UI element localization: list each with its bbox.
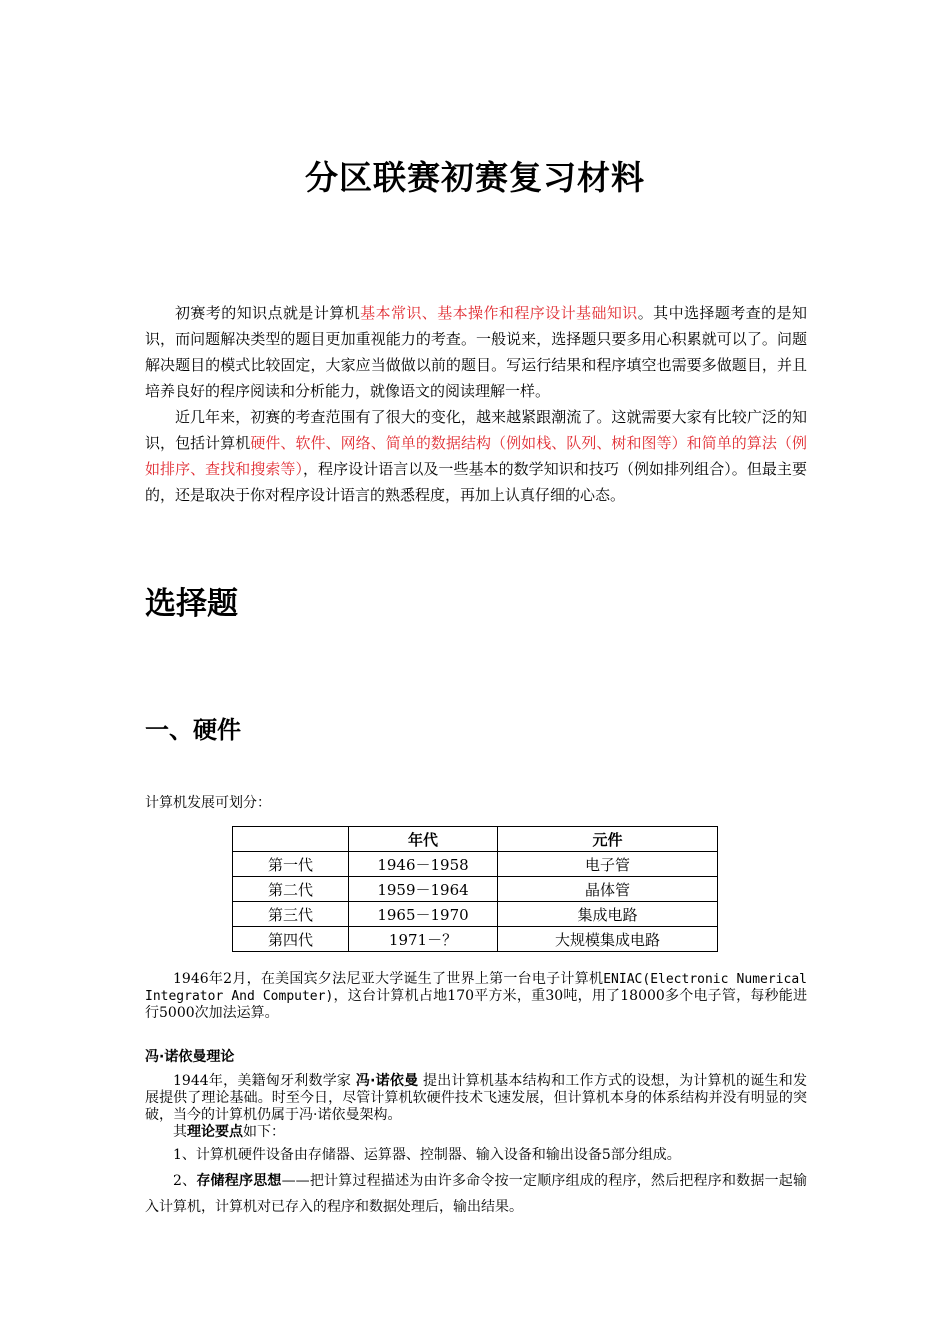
eniac-paragraph [145,971,807,1022]
table-cell: 第三代 [233,902,349,927]
generation-table [232,826,718,952]
section-title: 选择题 [145,586,238,622]
intro-p2-highlight: 硬件、软件、网络、简单的数据结构（例如栈、队列、树和图等）和简单的算法（例如排序、查找和搜索等） [145,434,807,478]
table-cell: 1959－1964 [349,877,498,902]
table-cell: 大规模集成电路 [498,927,718,952]
vn-item2-text-a: 2、 [173,1173,197,1189]
vn-paragraph [145,1073,807,1124]
table-cell: 第一代 [233,852,349,877]
vn-item2-text-b: ——把计算过程描述为由许多命令按一定顺序组成的程序，然后把程序和数据一起输入计算机，计算机对已存入的程序和数据处理后，输出结果。 [145,1173,808,1215]
table-row [233,902,718,927]
vn-points-text-b: 如下： [243,1124,285,1140]
intro-p2-text-a: 近几年来，初赛的考查范围有了很大的变化，越来越紧跟潮流了。这就需要大家有比较广泛的知识，包括计算机 [145,408,807,452]
table-header-row [233,827,718,852]
intro-p1-text-a: 初赛考的知识点就是计算机 [175,304,361,322]
vn-item-2 [145,1168,807,1220]
intro-paragraph-1 [145,300,807,404]
table-cell: 1946－1958 [349,852,498,877]
intro-p1-highlight: 基本常识、基本操作和程序设计基础知识 [360,304,638,322]
intro-p1-text-b: 。其中选择题考查的是知识，而问题解决类型的题目更加重视能力的考查。一般说来，选择题只要多用心积累就可以了。问题解决题目的模式比较固定，大家应当做做以前的题目。写运行结果和程序填空也需要多做题目，并且培养良好的程序阅读和分析能力，就像语文的阅读理解一样。 [145,304,807,400]
table-row [233,927,718,952]
eniac-text-b: ，这台计算机占地170平方米，重30吨，用了18000多个电子管，每秒能进行5000次加法运算。 [145,988,808,1021]
table-cell: 电子管 [498,852,718,877]
vn-name: 冯·诺依曼 [355,1073,419,1089]
intro-paragraph-2 [145,404,807,508]
table-cell: 1971－？ [349,927,498,952]
table-header-cell [233,827,349,852]
intro-p2-text-b: ，程序设计语言以及一些基本的数学知识和技巧（例如排列组合）。但最主要的，还是取决于你对程序设计语言的熟悉程度，再加上认真仔细的心态。 [145,460,807,504]
vn-heading: 冯·诺依曼理论 [145,1049,235,1065]
table-row [233,852,718,877]
vn-text-a: 1944年，美籍匈牙利数学家 [173,1073,356,1089]
table-header-cell: 元件 [498,827,718,852]
table-cell: 1965－1970 [349,902,498,927]
vn-points-intro [145,1124,807,1141]
table-cell: 集成电路 [498,902,718,927]
vn-points-text-a: 其 [173,1124,187,1140]
table-cell: 第二代 [233,877,349,902]
subsection-title: 一、硬件 [145,715,241,744]
eniac-text-a: 1946年2月，在美国宾夕法尼亚大学诞生了世界上第一台电子计算机 [173,971,604,987]
eniac-fullname: ENIAC(Electronic Numerical Integrator And Computer) [145,972,807,1004]
table-cell: 第四代 [233,927,349,952]
table-header-cell: 年代 [349,827,498,852]
table-cell: 晶体管 [498,877,718,902]
vn-item-1: 1、计算机硬件设备由存储器、运算器、控制器、输入设备和输出设备5部分组成。 [173,1147,681,1163]
vn-points-bold: 理论要点 [187,1124,243,1140]
vn-text-b: 提出计算机基本结构和工作方式的设想，为计算机的诞生和发展提供了理论基础。时至今日，尽管计算机软硬件技术飞速发展，但计算机本身的体系结构并没有明显的突破，当今的计算机仍属于冯·诺依曼架构。 [145,1073,807,1123]
dev-intro: 计算机发展可划分： [145,795,271,811]
table-row [233,877,718,902]
vn-item2-bold: 存储程序思想 [196,1173,282,1189]
document-title: 分区联赛初赛复习材料 [305,158,645,197]
